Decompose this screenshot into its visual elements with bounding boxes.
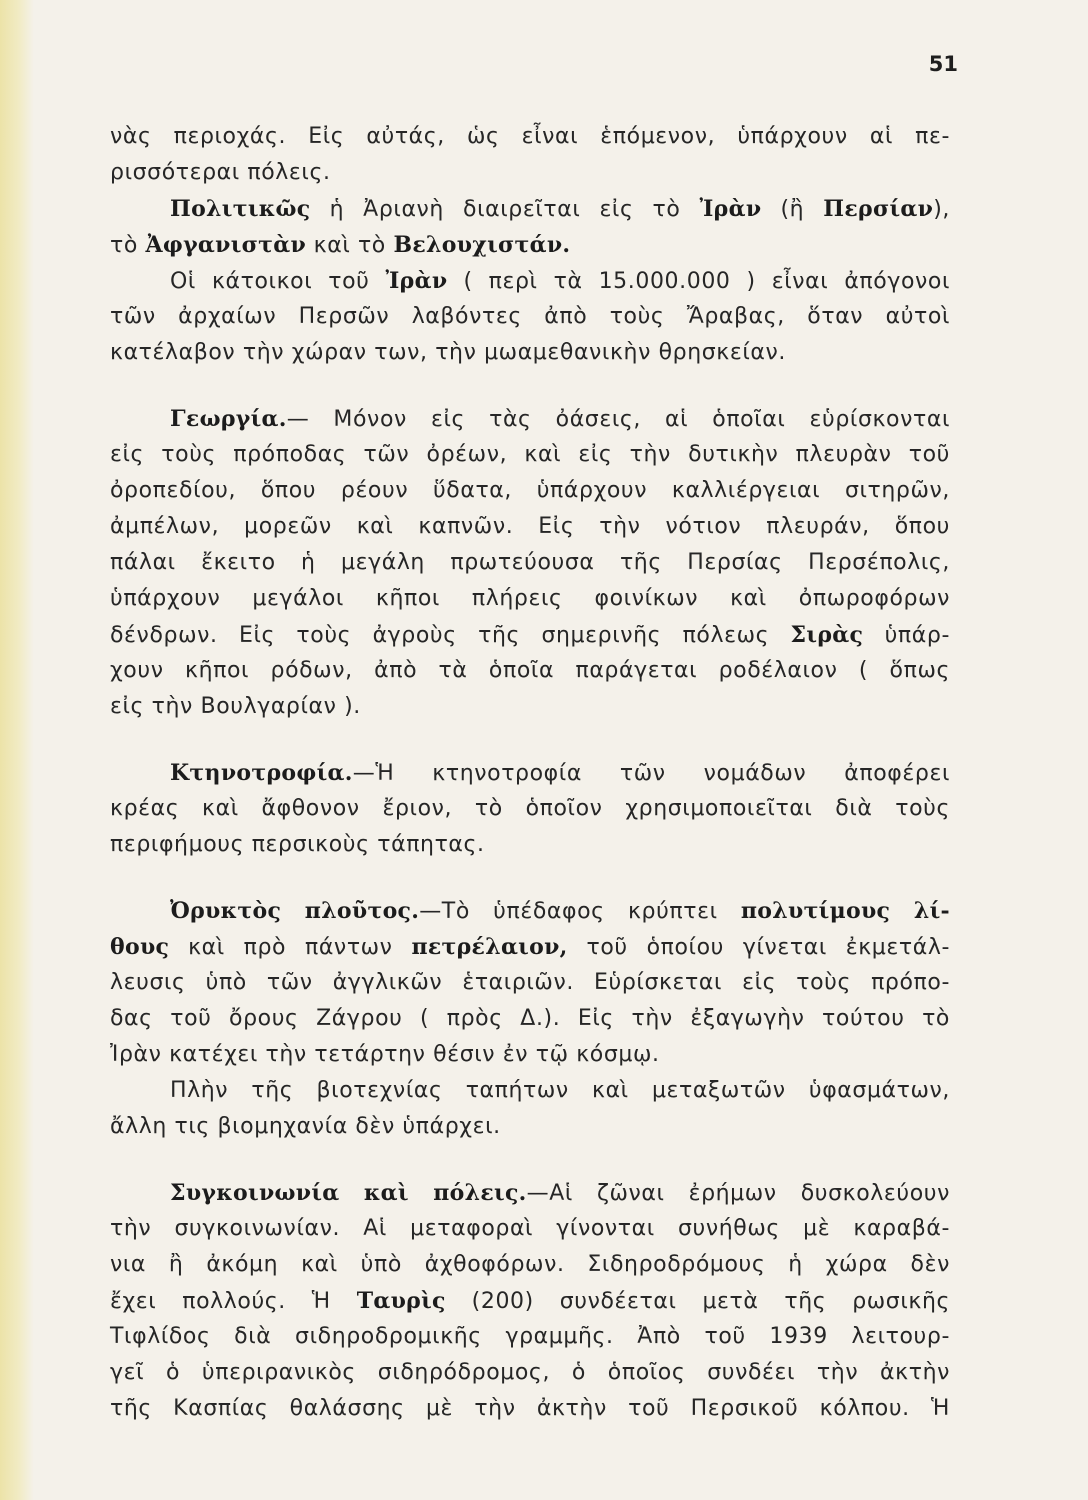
text-line: πάλαι ἔκειτο ἡ μεγάλη πρωτεύουσα τῆς Περσίας Περσέπολις, — [110, 550, 950, 575]
bold-term: πολυτίμους λί- — [740, 898, 950, 924]
text-run: ἡ Ἀριανὴ διαιρεῖται εἰς τὸ — [310, 197, 700, 222]
text-run: ( περὶ τὰ 15.000.000 ) εἶναι ἀπόγονοι — [447, 269, 951, 294]
text-line: δας τοῦ ὄρους Ζάγρου ( πρὸς Δ.). Εἰς τὴν ἐξαγωγὴν τούτου τὸ — [110, 1006, 950, 1031]
section-title-agriculture: Γεωργία. — [170, 406, 287, 432]
text-line: τῆς Κασπίας θαλάσσης μὲ τὴν ἀκτὴν τοῦ Περσικοῦ κόλπου. Ἡ — [110, 1396, 950, 1421]
bold-term: Περσίαν — [823, 196, 934, 222]
text-line: ρισσότεραι πόλεις. — [110, 160, 331, 185]
paragraph-gap — [110, 725, 950, 755]
section-heading-line — [110, 755, 950, 791]
page-number: 51 — [928, 52, 958, 76]
text-line: Τιφλίδος διὰ σιδηροδρομικῆς γραμμῆς. Ἀπὸ τοῦ 1939 λειτουρ- — [110, 1324, 950, 1349]
text-run: τοῦ ὁποίου γίνεται ἐκμετάλ- — [567, 935, 950, 960]
text-line — [110, 227, 950, 263]
text-line: εἰς τοὺς πρόποδας τῶν ὀρέων, καὶ εἰς τὴν δυτικὴν πλευρὰν τοῦ — [110, 442, 950, 467]
page-text — [110, 119, 950, 1427]
bold-term: Ταυρὶς — [356, 1288, 446, 1314]
text-run: καὶ τὸ — [306, 233, 394, 258]
paragraph-gap — [110, 371, 950, 401]
text-line: κατέλαβον τὴν χώραν των, τὴν μωαμεθανικὴν θρησκείαν. — [110, 340, 786, 365]
bold-term: θους — [110, 934, 170, 960]
paragraph-gap — [110, 1145, 950, 1175]
text-line: ἀμπέλων, μορεῶν καὶ καπνῶν. Εἰς τὴν νότιον πλευράν, ὅπου — [110, 514, 950, 539]
text-line: χουν κῆποι ρόδων, ἀπὸ τὰ ὁποῖα παράγεται ροδέλαιον ( ὅπως — [110, 658, 950, 683]
bold-term: Πολιτικῶς — [170, 196, 311, 222]
text-line — [110, 1283, 950, 1319]
text-run: Οἱ κάτοικοι τοῦ — [170, 269, 386, 294]
text-run: τὸ — [110, 233, 146, 258]
text-run: (200) συνδέεται μετὰ τῆς ρωσικῆς — [445, 1289, 951, 1314]
text-line: κρέας καὶ ἄφθονον ἔριον, τὸ ὁποῖον χρησιμοποιεῖται διὰ τοὺς — [110, 796, 950, 821]
section-title-livestock: Κτηνοτροφία. — [170, 760, 353, 786]
text-run: (ἢ — [761, 197, 824, 222]
text-line — [110, 617, 950, 653]
paragraph-gap — [110, 863, 950, 893]
text-run: —Ἡ κτηνοτροφία τῶν νομάδων ἀποφέρει — [352, 761, 950, 786]
text-run: ἔχει πολλούς. Ἡ — [110, 1289, 357, 1314]
text-run: ὑπάρ- — [863, 623, 950, 648]
text-line: τῶν ἀρχαίων Περσῶν λαβόντες ἀπὸ τοὺς Ἄραβας, ὅταν αὐτοὶ — [110, 304, 950, 329]
text-line: ὑπάρχουν μεγάλοι κῆποι πλήρεις φοινίκων καὶ ὀπωροφόρων — [110, 586, 950, 611]
section-heading-line — [110, 893, 950, 929]
text-run: καὶ πρὸ πάντων — [169, 935, 412, 960]
section-heading-line — [110, 401, 950, 437]
bold-term: Ἰρὰν — [699, 196, 762, 222]
text-line: Πλὴν τῆς βιοτεχνίας ταπήτων καὶ μεταξωτῶν ὑφασμάτων, — [170, 1078, 950, 1103]
text-run: — Μόνον εἰς τὰς ὀάσεις, αἱ ὁποῖαι εὑρίσκονται — [286, 407, 950, 432]
text-line: ἄλλη τις βιομηχανία δὲν ὑπάρχει. — [110, 1114, 501, 1139]
text-line — [110, 929, 950, 965]
text-line: ὀροπεδίου, ὅπου ρέουν ὕδατα, ὑπάρχουν καλλιέργειαι σιτηρῶν, — [110, 478, 950, 503]
text-line: νια ἢ ἀκόμη καὶ ὑπὸ ἀχθοφόρων. Σιδηροδρόμους ἡ χώρα δὲν — [110, 1252, 950, 1277]
text-line: τὴν συγκοινωνίαν. Αἱ μεταφοραὶ γίνονται συνήθως μὲ καραβά- — [110, 1216, 950, 1241]
text-run: —Τὸ ὑπέδαφος κρύπτει — [419, 899, 741, 924]
section-title-mineral-wealth: Ὀρυκτὸς πλοῦτος. — [170, 898, 420, 924]
bold-term: Βελουχιστάν. — [393, 232, 571, 258]
text-run: ), — [933, 197, 950, 222]
text-run: —Αἱ ζῶναι ἐρήμων δυσκολεύουν — [526, 1181, 950, 1206]
text-line — [110, 191, 950, 227]
text-line — [110, 263, 950, 299]
bold-term: Ἰρὰν — [385, 268, 448, 294]
bold-term: Ἀφγανιστὰν — [145, 232, 307, 258]
text-line: εἰς τὴν Βουλγαρίαν ). — [110, 694, 361, 719]
text-line: γεῖ ὁ ὑπεριρανικὸς σιδηρόδρομος, ὁ ὁποῖος συνδέει τὴν ἀκτὴν — [110, 1360, 950, 1385]
section-title-communications: Συγκοινωνία καὶ πόλεις. — [170, 1180, 527, 1206]
text-line: νὰς περιοχάς. Εἰς αὐτάς, ὡς εἶναι ἑπόμενον, ὑπάρχουν αἱ πε- — [110, 124, 950, 149]
bold-term: Σιρὰς — [790, 622, 864, 648]
section-heading-line — [110, 1175, 950, 1211]
text-run: δένδρων. Εἰς τοὺς ἀγροὺς τῆς σημερινῆς πόλεως — [110, 623, 791, 648]
text-line: Ἰρὰν κατέχει τὴν τετάρτην θέσιν ἐν τῷ κόσμῳ. — [110, 1042, 660, 1067]
text-line: περιφήμους περσικοὺς τάπητας. — [110, 832, 485, 857]
text-line: λευσις ὑπὸ τῶν ἀγγλικῶν ἑταιριῶν. Εὑρίσκεται εἰς τοὺς πρόπο- — [110, 970, 950, 995]
bold-term: πετρέλαιον, — [411, 934, 568, 960]
